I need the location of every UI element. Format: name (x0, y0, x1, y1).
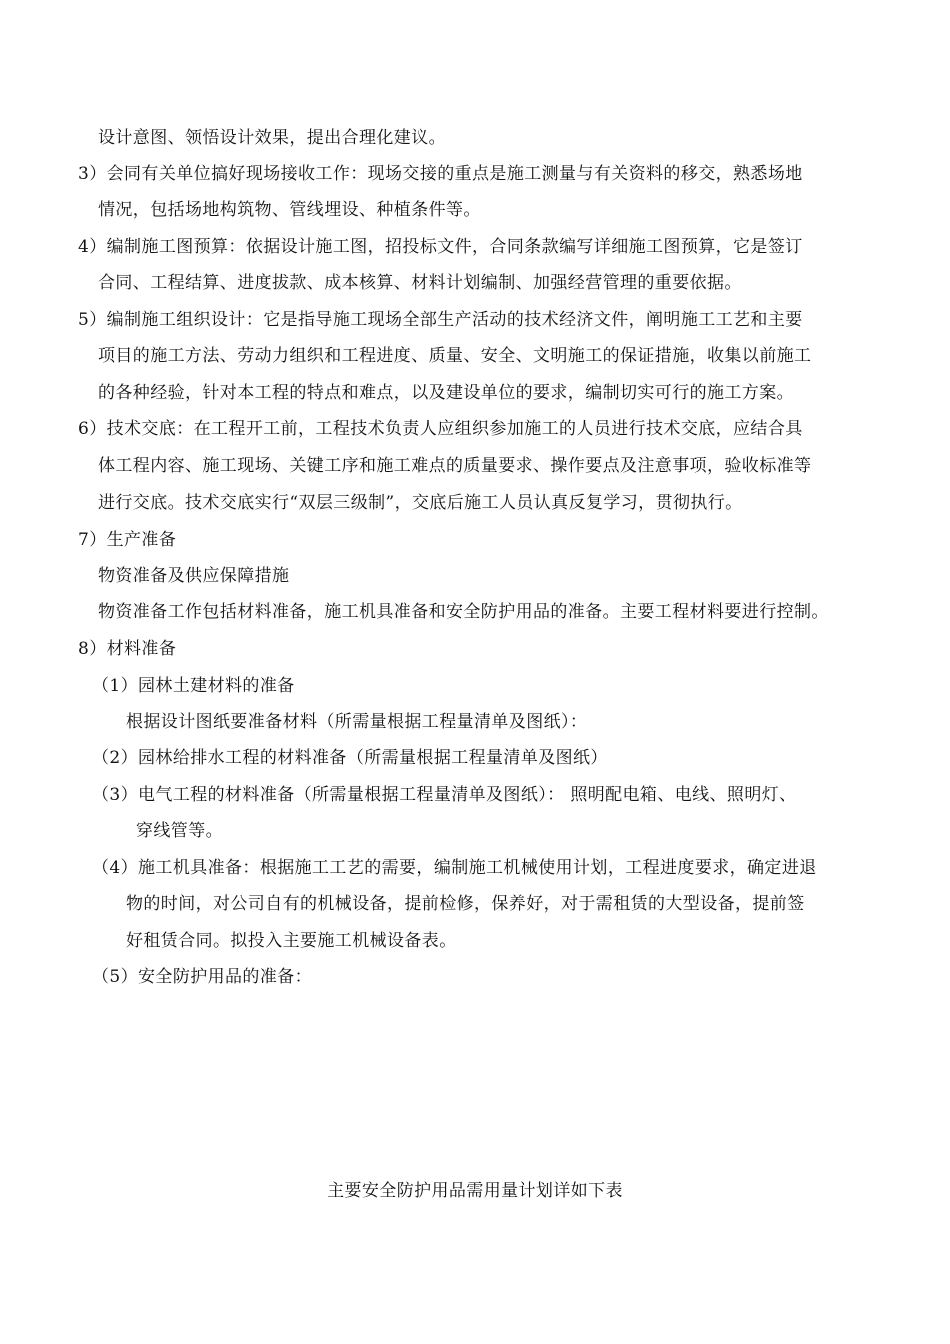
subitem-4-heading: （4）施工机具准备：根据施工工艺的需要，编制施工机械使用计划，工程进度要求，确定进退 (92, 858, 817, 878)
item-6-heading: 6）技术交底：在工程开工前，工程技术负责人应组织参加施工的人员进行技术交底，应结合具 (78, 419, 803, 439)
text-line-8: 的各种经验，针对本工程的特点和难点，以及建设单位的要求，编制切实可行的施工方案。 (98, 383, 794, 403)
text-line-10: 体工程内容、施工现场、关键工序和施工难点的质量要求、操作要点及注意事项，验收标准等 (98, 456, 812, 476)
subheading-materials-supply: 物资准备及供应保障措施 (98, 566, 290, 586)
text-line-17: 根据设计图纸要准备材料（所需量根据工程量清单及图纸）： (126, 712, 588, 732)
text-line-3: 情况，包括场地构筑物、管线埋设、种植条件等。 (98, 200, 481, 220)
item-4-heading: 4）编制施工图预算：依据设计施工图，招投标文件，合同条款编写详细施工图预算，它是签订 (78, 237, 803, 257)
text-line-23: 好租赁合同。拟投入主要施工机械设备表。 (126, 931, 457, 951)
subitem-1-heading: （1）园林土建材料的准备 (92, 676, 295, 696)
item-3-heading: 3）会同有关单位搞好现场接收工作：现场交接的重点是施工测量与有关资料的移交，熟悉场地 (78, 164, 803, 184)
text-line-20: 穿线管等。 (136, 821, 223, 841)
text-line-1: 设计意图、领悟设计效果，提出合理化建议。 (98, 128, 446, 148)
item-8-heading: 8）材料准备 (78, 639, 177, 659)
subitem-5-heading: （5）安全防护用品的准备： (92, 967, 313, 987)
text-line-11: 进行交底。技术交底实行“双层三级制”，交底后施工人员认真反复学习，贯彻执行。 (98, 493, 743, 513)
text-line-14: 物资准备工作包括材料准备，施工机具准备和安全防护用品的准备。主要工程材料要进行控制。 (98, 602, 829, 622)
table-caption: 主要安全防护用品需用量计划详如下表 (327, 1181, 623, 1201)
text-line-7: 项目的施工方法、劳动力组织和工程进度、质量、安全、文明施工的保证措施，收集以前施工 (98, 346, 812, 366)
subitem-2-heading: （2）园林给排水工程的材料准备（所需量根据工程量清单及图纸） (92, 748, 608, 768)
subitem-3-heading: （3）电气工程的材料准备（所需量根据工程量清单及图纸）： 照明配电箱、电线、照明灯、 (92, 785, 797, 805)
text-line-22: 物的时间，对公司自有的机械设备，提前检修，保养好，对于需租赁的大型设备，提前签 (126, 894, 805, 914)
item-5-heading: 5）编制施工组织设计：它是指导施工现场全部生产活动的技术经济文件，阐明施工工艺和主要 (78, 310, 803, 330)
text-line-5: 合同、工程结算、进度拔款、成本核算、材料计划编制、加强经营管理的重要依据。 (98, 273, 742, 293)
item-7-heading: 7）生产准备 (78, 530, 177, 550)
